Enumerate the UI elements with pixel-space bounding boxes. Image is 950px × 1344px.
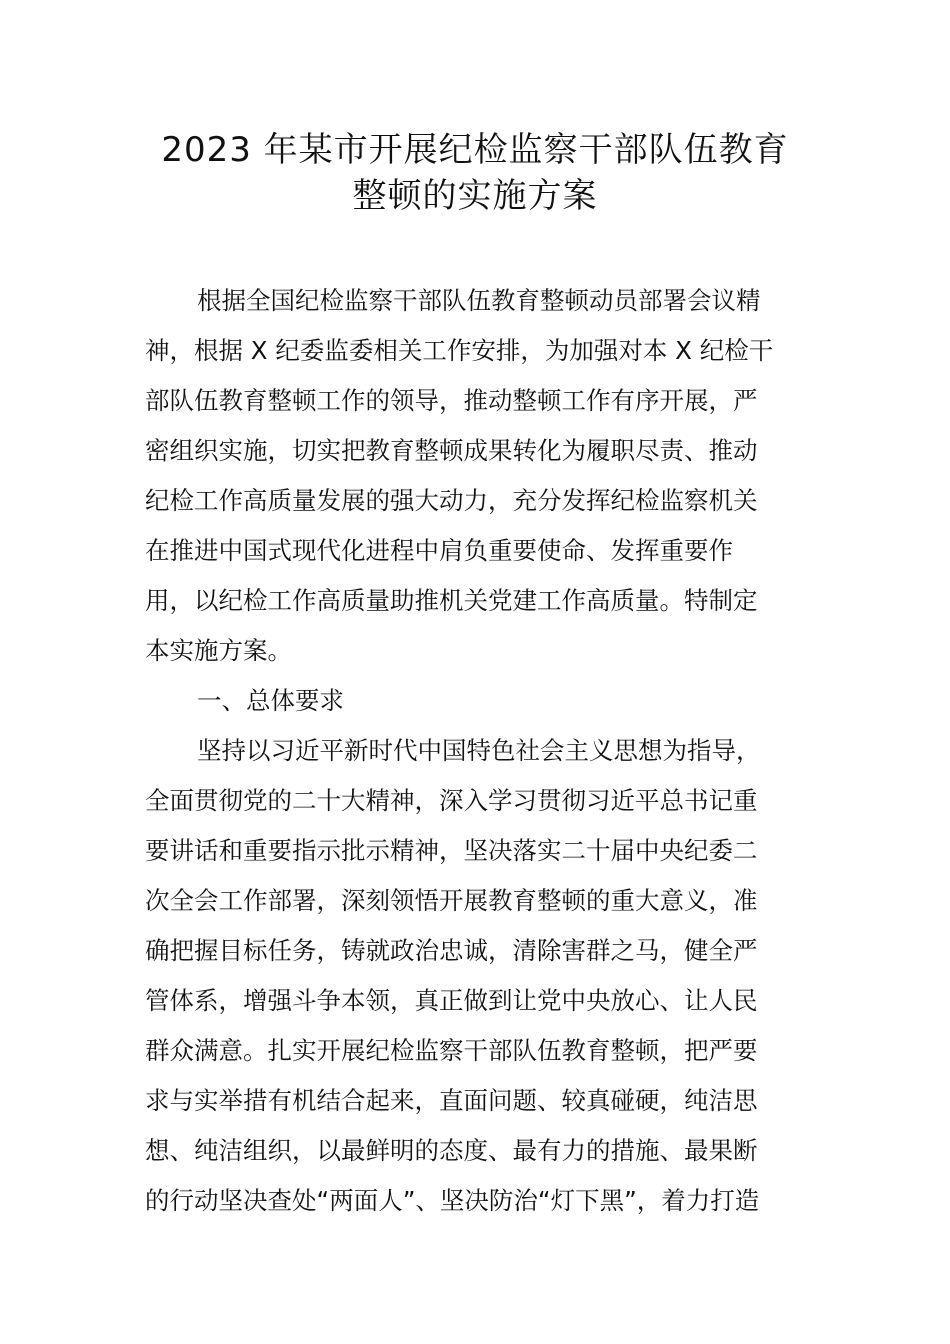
paragraph-1-line-1: 根据全国纪检监察干部队伍教育整顿动员部署会议精	[197, 286, 761, 315]
paragraph-1-line-8: 本实施方案。	[145, 636, 292, 665]
title-line-2: 整顿的实施方案	[352, 176, 598, 216]
paragraph-2	[145, 726, 807, 1226]
paragraph-1-line-7: 用，以纪检工作高质量助推机关党建工作高质量。特制定	[145, 586, 758, 615]
paragraph-2-line-1: 坚持以习近平新时代中国特色社会主义思想为指导，	[197, 736, 761, 765]
paragraph-2-line-2: 全面贯彻党的二十大精神，深入学习贯彻习近平总书记重	[145, 786, 758, 815]
section-1-heading: 一、总体要求	[197, 686, 344, 715]
paragraph-2-line-9: 想、纯洁组织，以最鲜明的态度、最有力的措施、最果断	[145, 1136, 758, 1165]
paragraph-2-line-7: 群众满意。扎实开展纪检监察干部队伍教育整顿，把严要	[145, 1036, 758, 1065]
paragraph-1-line-5: 纪检工作高质量发展的强大动力，充分发挥纪检监察机关	[145, 486, 758, 515]
document-body	[145, 276, 807, 1226]
paragraph-2-line-10: 的行动坚决查处“两面人”、坚决防治“灯下黑”，着力打造	[145, 1186, 760, 1215]
title-line-1: 2023 年某市开展纪检监察干部队伍教育	[161, 130, 789, 170]
paragraph-2-line-3: 要讲话和重要指示批示精神，坚决落实二十届中央纪委二	[145, 836, 758, 865]
paragraph-1	[145, 276, 807, 676]
paragraph-2-line-8: 求与实举措有机结合起来，直面问题、较真碰硬，纯洁思	[145, 1086, 758, 1115]
paragraph-1-line-4: 密组织实施，切实把教育整顿成果转化为履职尽责、推动	[145, 436, 758, 465]
paragraph-2-line-5: 确把握目标任务，铸就政治忠诚，清除害群之马，健全严	[145, 936, 758, 965]
paragraph-1-line-3: 部队伍教育整顿工作的领导，推动整顿工作有序开展，严	[145, 386, 758, 415]
paragraph-1-line-2: 神，根据 X 纪委监委相关工作安排，为加强对本 X 纪检干	[145, 336, 774, 365]
paragraph-2-line-6: 管体系，增强斗争本领，真正做到让党中央放心、让人民	[145, 986, 758, 1015]
paragraph-1-line-6: 在推进中国式现代化进程中肩负重要使命、发挥重要作	[145, 536, 733, 565]
paragraph-2-line-4: 次全会工作部署，深刻领悟开展教育整顿的重大意义，准	[145, 886, 758, 915]
document-title	[145, 127, 805, 219]
